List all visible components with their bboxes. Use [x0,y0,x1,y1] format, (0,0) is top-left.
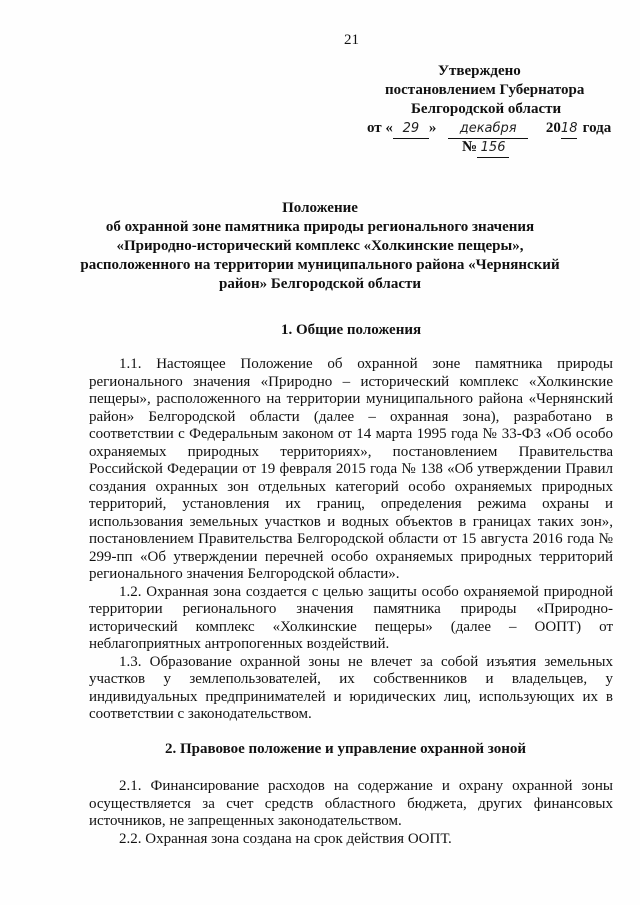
number-sign: № [462,139,478,155]
paragraph-1-1: 1.1. Настоящее Положение об охранной зоне памятника природы регионального значения «Природно – исторический комплекс «Холкинские пещеры», расположенного на территории муниципального района «Чернянский район» Белгородской области (далее – охранная зона), разработано в соответствии с Федеральным законом от 14 марта 1995 года № 33-ФЗ «Об особо охраняемых природных территориях», постановлением Правительства Российской Федерации от 19 февраля 2015 года № 138 «Об утверждении Правил создания охранных зон отдельных категорий особо охраняемых природных территорий, установления их границ, определения режима охраны и использования земельных участков и водных объектов в границах таких зон», постановлением Правительства Белгородской области от 15 августа 2016 года № 299-пп «Об утверждении перечней особо охраняемых природных территорий регионального значения Белгородской области». [89,356,613,582]
date-day-close: » [428,120,437,136]
paragraph-1-2: 1.2. Охранная зона создается с целью защиты особо охраняемой природной территории регионального значения памятника природы «Природно-исторический комплекс «Холкинские пещеры» (далее – ООПТ) от неблагоприятных антропогенных воздействий. [89,583,613,652]
date-from-label: от « [367,120,393,136]
approval-line-approved: Утверждено [438,63,521,79]
section-2-heading: 2. Правовое положение и управление охранной зоной [165,741,526,757]
date-year-word: года [582,120,612,136]
page-number: 21 [344,32,359,48]
doc-title-line-2: об охранной зоне памятника природы регионального значения [105,219,535,235]
approval-date-line [367,119,611,139]
paragraph-2-2: 2.2. Охранная зона создана на срок действия ООПТ. [119,830,452,847]
doc-title-line-4: расположенного на территории муниципального района «Чернянский [80,257,560,273]
doc-title-line-1: Положение [282,200,358,216]
approval-line-decree: постановлением Губернатора [385,82,585,98]
date-year-suffix: 18 [561,119,577,139]
date-day: 29 [393,119,429,139]
section-1-body [89,356,613,724]
doc-title-line-5: район» Белгородской области [218,276,421,292]
section-2-body [89,778,613,848]
date-month: декабря [448,119,528,139]
approval-number-line [462,138,509,158]
decree-number: 156 [477,138,509,158]
paragraph-1-3: 1.3. Образование охранной зоны не влечет за собой изъятия земельных участков у землепользователей, их собственников и владельцев, у индивидуальных предпринимателей и юридических лиц, использующих их в соответствии с законодательством. [89,653,613,722]
date-year-prefix: 20 [545,120,561,136]
paragraph-2-1: 2.1. Финансирование расходов на содержание и охрану охранной зоны осуществляется за счет средств областного бюджета, других финансовых источников, не запрещенных законодательством. [89,778,613,829]
approval-line-region: Белгородской области [411,101,562,117]
section-1-heading: 1. Общие положения [281,322,422,338]
doc-title-line-3: «Природно-исторический комплекс «Холкинские пещеры», [116,238,524,254]
